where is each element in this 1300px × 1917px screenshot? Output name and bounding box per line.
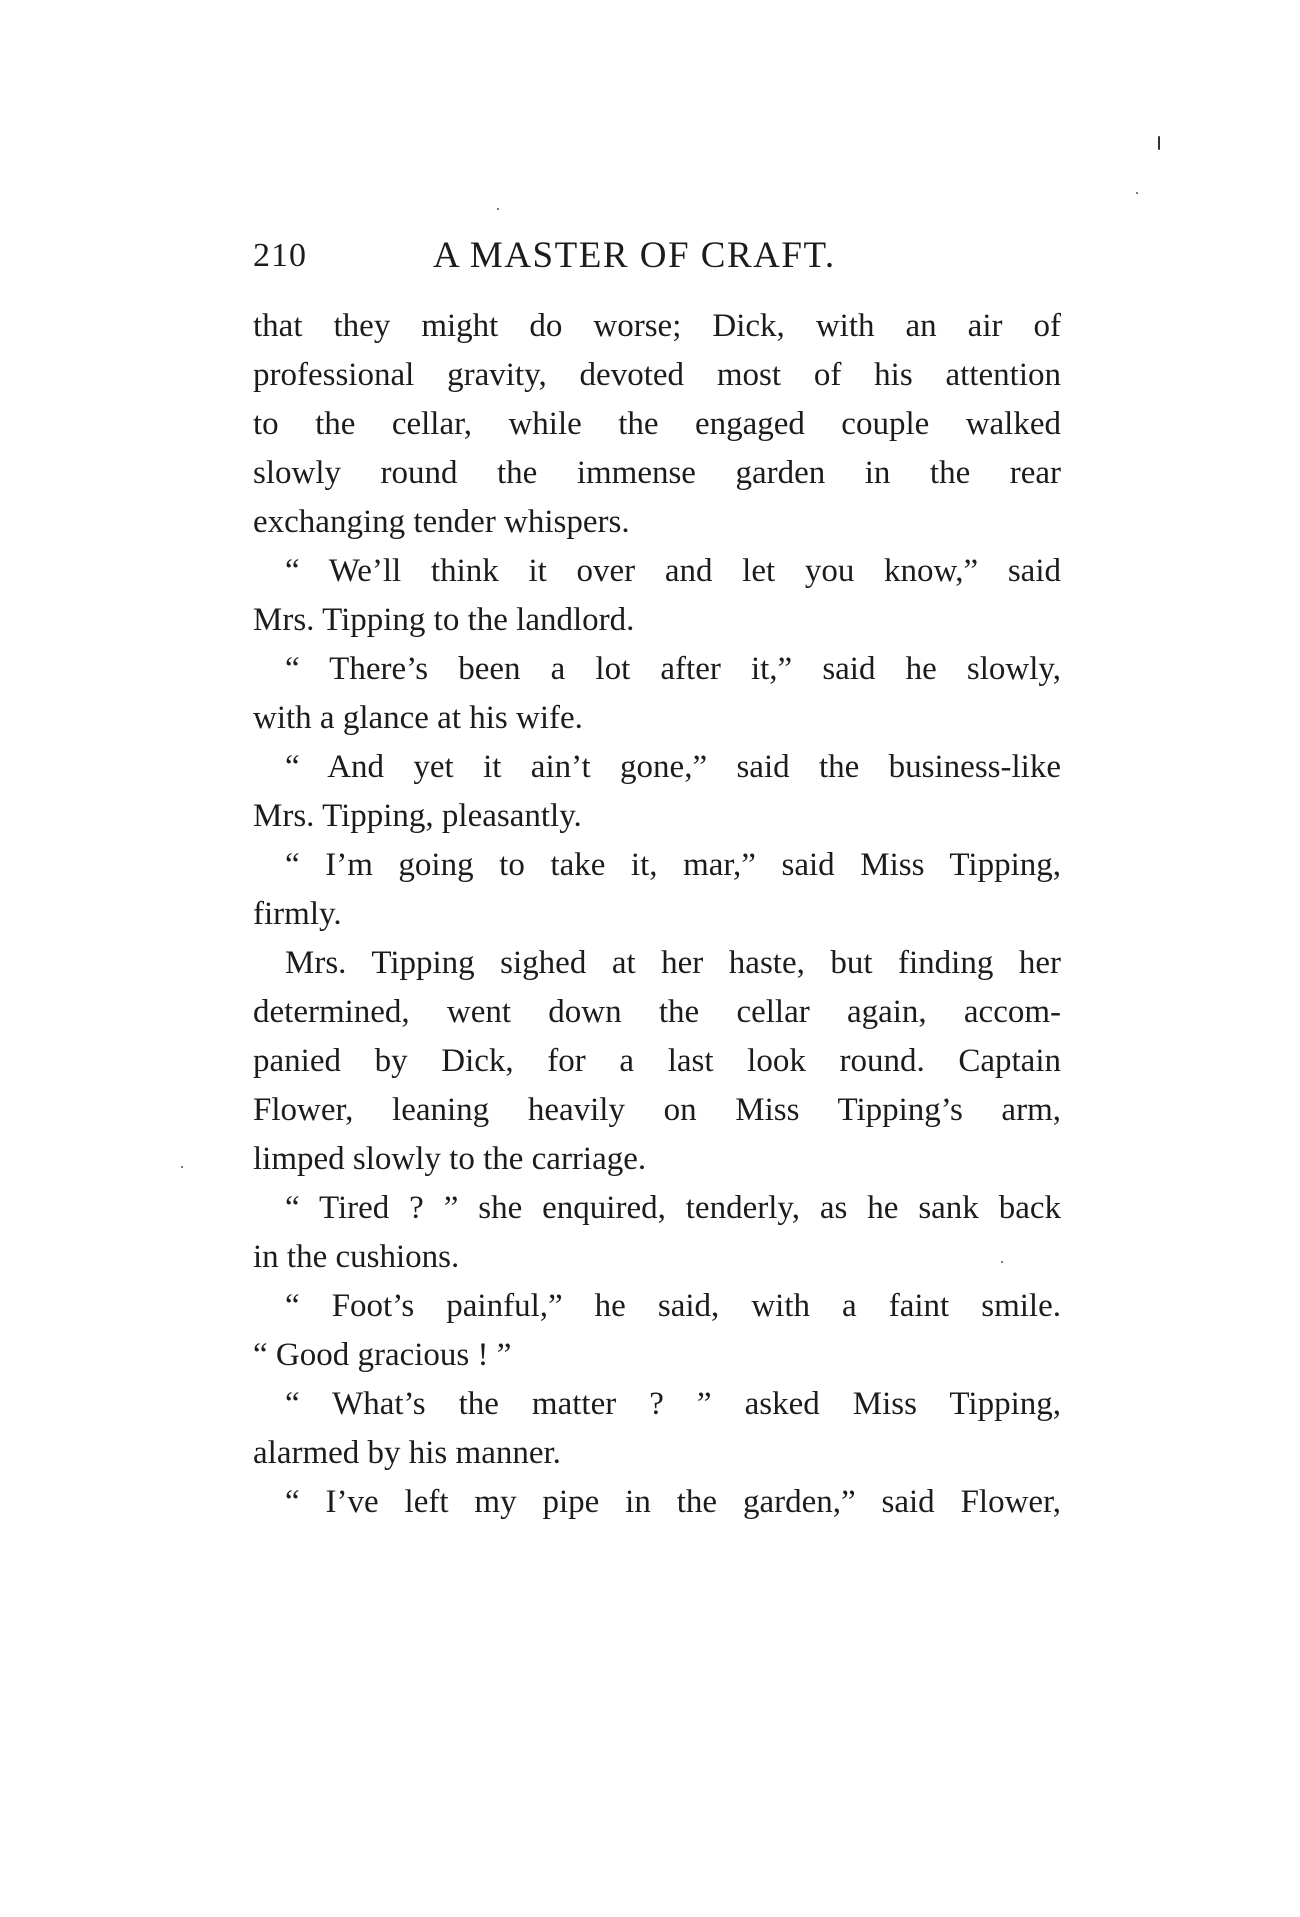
scan-speck [497,208,499,210]
text-line: “ What’s the matter ? ” asked Miss Tipping, [285,1386,1061,1422]
text-line: Mrs. Tipping to the landlord. [253,602,635,638]
text-line: slowly round the immense garden in the rear [253,455,1061,491]
body-text [253,302,1061,1527]
text-line: “ And yet it ain’t gone,” said the business-like [285,749,1061,785]
text-line: “ We’ll think it over and let you know,” said [285,553,1061,589]
text-line: “ I’m going to take it, mar,” said Miss Tipping, [285,847,1061,883]
text-line: to the cellar, while the engaged couple walked [253,406,1061,442]
scan-speck [181,1166,183,1168]
text-line: Mrs. Tipping, pleasantly. [253,798,582,834]
text-line: professional gravity, devoted most of his attention [253,357,1061,393]
page-number: 210 [253,237,307,274]
scan-speck [1136,192,1138,194]
text-line: that they might do worse; Dick, with an air of [253,308,1061,344]
text-line: panied by Dick, for a last look round. Captain [253,1043,1061,1079]
scan-speck [1001,1261,1003,1263]
text-line: with a glance at his wife. [253,700,583,736]
text-line: “ Tired ? ” she enquired, tenderly, as he sank back [285,1190,1061,1226]
text-line: Flower, leaning heavily on Miss Tipping’s arm, [253,1092,1061,1128]
text-line: alarmed by his manner. [253,1435,561,1471]
scan-mark [1158,136,1160,150]
text-line: firmly. [253,896,342,932]
text-line: determined, went down the cellar again, accom- [253,994,1061,1030]
text-line: “ Foot’s painful,” he said, with a faint smile. [285,1288,1061,1324]
text-line: exchanging tender whispers. [253,504,630,540]
text-line: “ There’s been a lot after it,” said he slowly, [285,651,1061,687]
running-title: A MASTER OF CRAFT. [433,235,836,276]
text-line: limped slowly to the carriage. [253,1141,647,1177]
text-line: “ I’ve left my pipe in the garden,” said Flower, [285,1484,1061,1520]
text-line: in the cushions. [253,1239,460,1275]
text-line: “ Good gracious ! ” [253,1337,512,1373]
running-head [253,232,1083,280]
text-line: Mrs. Tipping sighed at her haste, but finding her [285,945,1061,981]
